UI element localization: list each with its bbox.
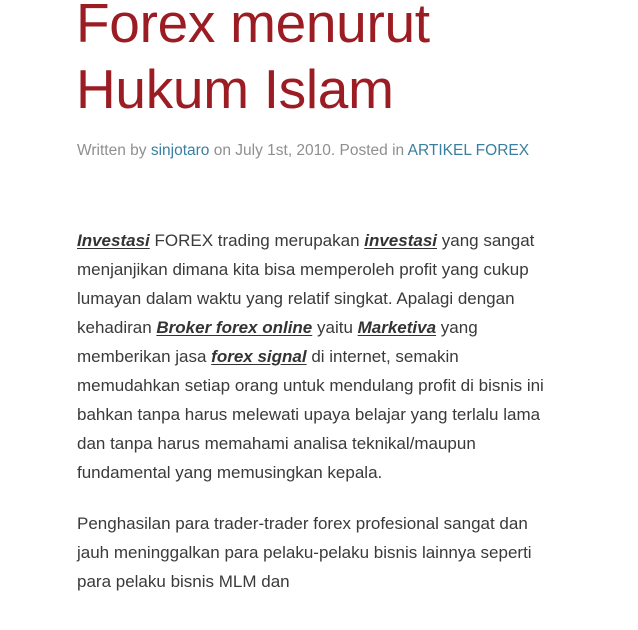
post-title (76, 0, 616, 122)
post-title-line-1: Forex menurut (76, 0, 430, 54)
paragraph-1-text-1: FOREX trading merupakan (149, 231, 365, 250)
post-date: on July 1st, 2010. Posted in (213, 142, 405, 159)
author-link[interactable]: sinjotaro (150, 142, 210, 159)
post-meta (77, 140, 557, 162)
investasi-link[interactable]: Investasi (77, 231, 150, 250)
broker-forex-online-link[interactable]: Broker forex online (156, 318, 313, 337)
post-body (77, 226, 555, 618)
post-title-line-2: Hukum Islam (76, 58, 394, 120)
paragraph-1-text-5: di internet, semakin memudahkan setiap orang untuk mendulang profit di bisnis ini bahkan tanpa harus melewati upaya belajar yang terlalu lama dan tanpa harus memahami analisa teknikal/maupun fundamental yang memusingkan kepala. (77, 347, 544, 482)
paragraph-1-text-3: yaitu (312, 318, 358, 337)
paragraph-1-text-2: yang sangat menjanjikan dimana kita bisa memperoleh profit yang cukup lumayan dalam waktu yang relatif singkat. Apalagi dengan kehadiran (77, 231, 535, 337)
marketiva-link[interactable]: Marketiva (357, 318, 437, 337)
paragraph-1-text-4: yang memberikan jasa (77, 318, 478, 366)
written-by-label: Written by (77, 142, 147, 159)
forex-signal-link[interactable]: forex signal (211, 347, 307, 366)
paragraph-1 (77, 226, 555, 487)
paragraph-2: Penghasilan para trader-trader forex profesional sangat dan jauh meninggalkan para pelaku-pelaku bisnis lainnya seperti para pelaku bisnis MLM dan (77, 514, 532, 591)
category-link[interactable]: ARTIKEL FOREX (407, 142, 530, 159)
investasi-link-2[interactable]: investasi (364, 231, 438, 250)
